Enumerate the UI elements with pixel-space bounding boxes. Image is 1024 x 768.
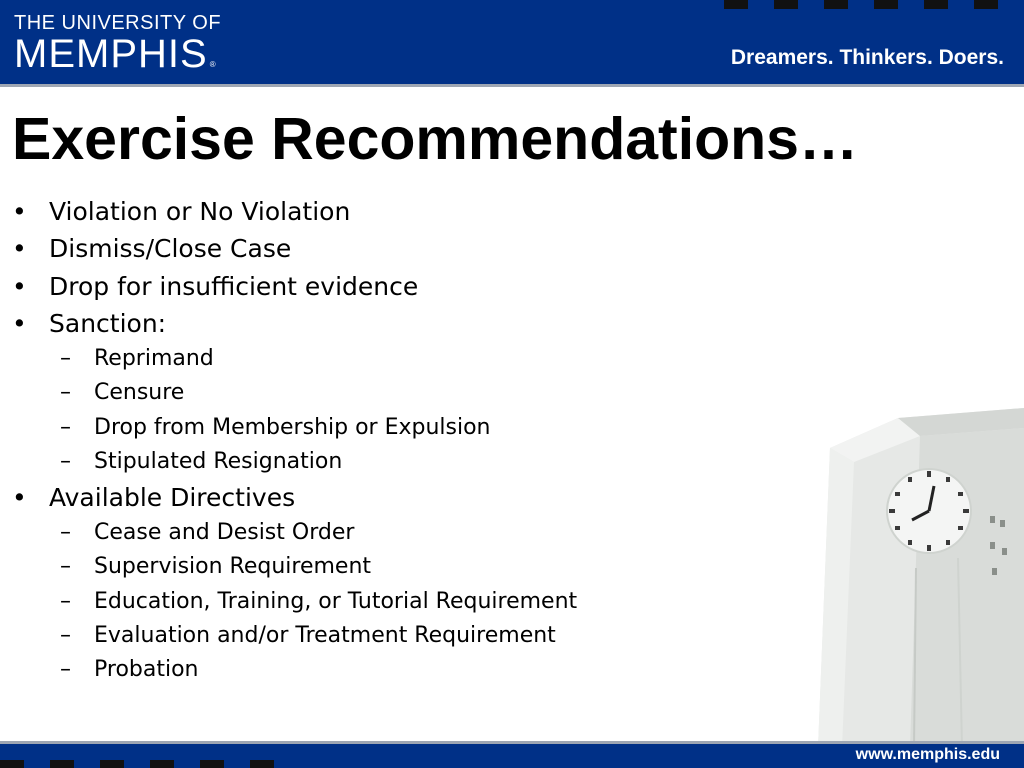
list-item-text: Violation or No Violation: [49, 197, 351, 226]
dash-icon: –: [60, 589, 71, 614]
footer-url: www.memphis.edu: [855, 746, 1000, 763]
registered-mark: ®: [209, 60, 217, 69]
dash-icon: –: [60, 520, 71, 545]
dash-icon: –: [60, 623, 71, 648]
list-item-text: Available Directives: [49, 483, 296, 512]
decorative-squares-bottom: [0, 760, 274, 768]
list-item-text: Sanction:: [49, 309, 167, 338]
tagline: Dreamers. Thinkers. Doers.: [730, 46, 1004, 69]
header-banner: [0, 0, 1024, 84]
list-item-text: Dismiss/Close Case: [49, 234, 292, 263]
logo-top-text: THE UNIVERSITY OF: [14, 12, 222, 34]
bullet-icon: •: [12, 309, 27, 338]
sub-list-item-text: Censure: [94, 380, 185, 405]
logo-main-text: [14, 34, 221, 84]
bullet-icon: •: [12, 272, 27, 301]
university-logo: [14, 12, 221, 84]
footer-banner: [0, 744, 1024, 768]
dash-icon: –: [60, 554, 71, 579]
clock-tower-image: [812, 408, 1024, 748]
decorative-squares-top: [724, 0, 1024, 9]
dash-icon: –: [60, 380, 71, 405]
dash-icon: –: [60, 415, 71, 440]
logo-wordmark: MEMPHIS: [14, 32, 208, 76]
slide-title: Exercise Recommendations…: [12, 106, 858, 172]
list-item-text: Drop for insufficient evidence: [49, 272, 419, 301]
bullet-icon: •: [12, 483, 27, 512]
dash-icon: –: [60, 346, 71, 371]
header-divider: [0, 84, 1024, 87]
sub-list-item-text: Cease and Desist Order: [94, 520, 355, 545]
sub-list-item-text: Stipulated Resignation: [94, 449, 343, 474]
bullet-icon: •: [12, 197, 27, 226]
bullet-icon: •: [12, 234, 27, 263]
dash-icon: –: [60, 657, 71, 682]
sub-list-item-text: Education, Training, or Tutorial Requirement: [94, 589, 578, 614]
dash-icon: –: [60, 449, 71, 474]
sub-list-item-text: Evaluation and/or Treatment Requirement: [94, 623, 556, 648]
sub-list-item-text: Reprimand: [94, 346, 214, 371]
sub-list-item-text: Supervision Requirement: [94, 554, 372, 579]
sub-list-item-text: Drop from Membership or Expulsion: [94, 415, 491, 440]
sub-list-item-text: Probation: [94, 657, 199, 682]
